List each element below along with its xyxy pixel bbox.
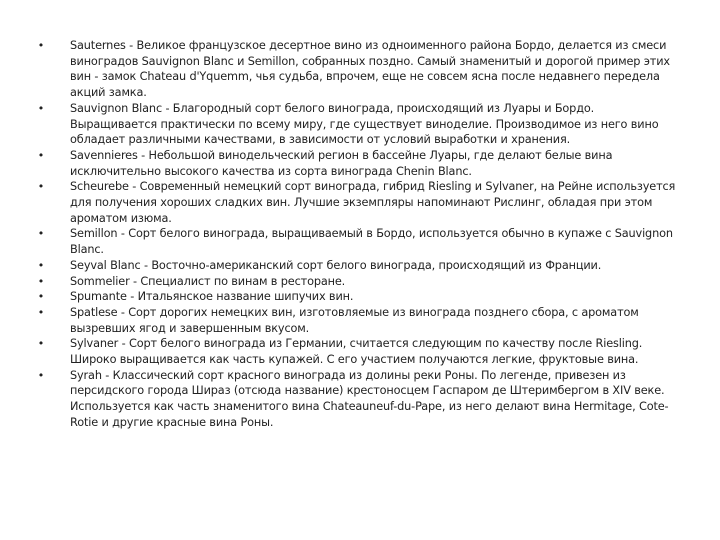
bullet-icon: • — [37, 39, 45, 52]
term-definition: Sommelier - Специалист по винам в ресторане. — [70, 274, 346, 288]
term-definition: Sylvaner - Сорт белого винограда из Германии, считается следующим по качеству после Riesling. Широко выращивается как часть купажей. С его участием получаются легкие, фруктовые вина. — [70, 337, 643, 367]
term-definition: Scheurebe - Современный немецкий сорт винограда, гибрид Riesling и Sylvaner, на Рейне используется для получения хороших сладких вин. Лучшие экземпляры напоминают Рислинг, обладая при этом ароматом изюма. — [70, 180, 676, 225]
term-definition: Sauternes - Великое французское десертное вино из одноименного района Бордо, делается из смеси виноградов Sauvignon Blanc и Semillon, собранных поздно. Самый знаменитый и дорогой пример этих вин - замок Chateau d'Yquemm, чья судьба, впрочем, еще не совсем ясна после недавнего передела акций замка. — [70, 39, 670, 100]
bullet-icon: • — [37, 305, 45, 319]
term-definition: Seyval Blanc - Восточно-американский сорт белого винограда, происходящий из Франции. — [70, 258, 602, 272]
term-definition: Syrah - Классический сорт красного винограда из долины реки Роны. По легенде, привезен из персидского города Шираз (отсюда название) крестоносцем Гаспаром де Штеримбергом в XIV веке. Используется как часть знаменитого вина Chateauneuf-du-Pape, из него делают вина Hermitage, Cote-Rotie и другие красные вина Роны. — [70, 368, 669, 429]
list-item — [36, 179, 676, 226]
bullet-icon: • — [37, 227, 45, 241]
list-item — [36, 289, 676, 305]
bullet-icon: • — [37, 290, 45, 304]
bullet-icon: • — [37, 274, 45, 288]
bullet-icon: • — [37, 258, 45, 272]
term-definition: Spumante - Итальянское название шипучих вин. — [70, 290, 354, 304]
list-item — [36, 38, 676, 101]
list-item — [36, 148, 676, 179]
list-item — [36, 258, 676, 274]
term-definition: Spatlese - Сорт дорогих немецких вин, изготовляемые из винограда позднего сбора, с ароматом вызревших ягод и завершенным вкусом. — [70, 305, 639, 335]
bullet-icon: • — [37, 337, 45, 351]
list-item — [36, 336, 676, 367]
list-item — [36, 274, 676, 290]
glossary-list — [36, 38, 676, 431]
list-item — [36, 101, 676, 148]
list-item — [36, 226, 676, 257]
list-item — [36, 305, 676, 336]
term-definition: Savennieres - Небольшой винодельческий регион в бассейне Луары, где делают белые вина исключительно высокого качества из сорта винограда Chenin Blanc. — [70, 148, 613, 178]
list-item — [36, 368, 676, 431]
bullet-icon: • — [37, 148, 45, 162]
bullet-icon: • — [37, 101, 45, 115]
term-definition: Sauvignon Blanc - Благородный сорт белого винограда, происходящий из Луары и Бордо. Выращивается практически по всему миру, где существует виноделие. Производимое из него вино обладает различными качествами, в зависимости от условий выработки и хранения. — [70, 101, 659, 147]
bullet-icon: • — [37, 180, 45, 194]
term-definition: Semillon - Сорт белого винограда, выращиваемый в Бордо, используется обычно в купаже с Sauvignon Blanc. — [70, 227, 673, 257]
bullet-icon: • — [37, 368, 45, 382]
